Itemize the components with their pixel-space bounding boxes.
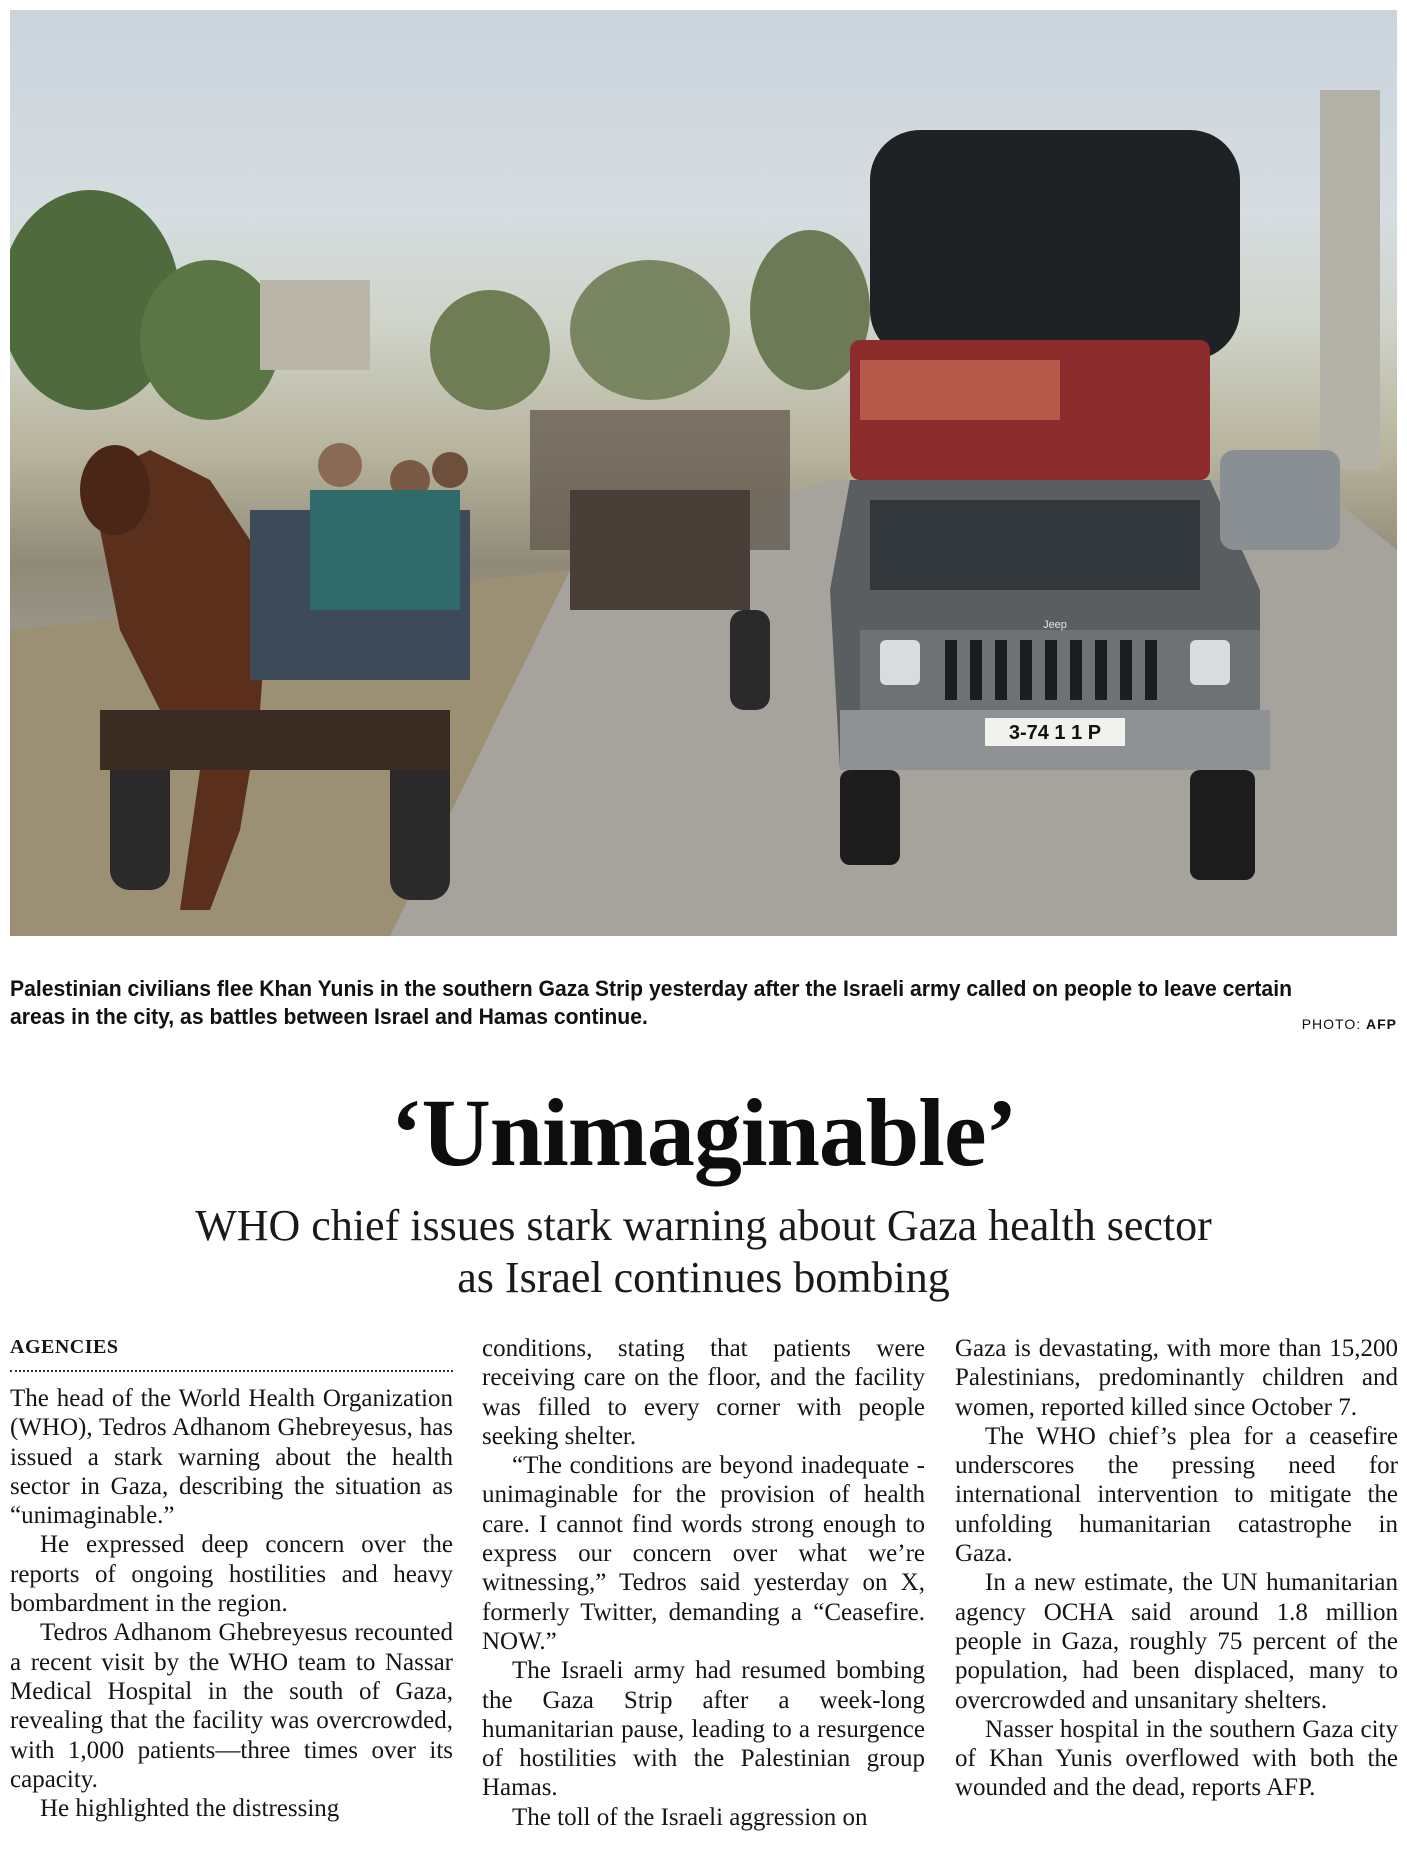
paragraph: In a new estimate, the UN humanitarian agency OCHA said around 1.8 million people in Gaza, roughly 75 percent of the population, had been displaced, many to overcrowded and unsanitary shelters. <box>955 1569 1398 1714</box>
credit-source: AFP <box>1366 1016 1397 1032</box>
article-column-1 <box>10 1334 453 1823</box>
paragraph: He highlighted the distressing <box>40 1795 340 1823</box>
article-column-2 <box>482 1334 925 1832</box>
paragraph: conditions, stating that patients were receiving care on the floor, and the facility was filled to every corner with people seeking shelter. <box>482 1335 925 1450</box>
headline: ‘Unimaginable’ <box>390 1079 1017 1186</box>
deck <box>60 1200 1347 1304</box>
byline: AGENCIES <box>10 1334 453 1372</box>
photo-credit <box>1302 1016 1397 1032</box>
news-photo <box>10 10 1397 936</box>
article-column-3 <box>955 1334 1398 1803</box>
paragraph: Gaza is devastating, with more than 15,200 Palestinians, predominantly children and women, reported killed since October 7. <box>955 1335 1398 1421</box>
paragraph: The WHO chief’s plea for a ceasefire underscores the pressing need for international intervention to mitigate the unfolding humanitarian catastrophe in Gaza. <box>955 1422 1398 1568</box>
grille-badge: Jeep <box>1043 619 1067 631</box>
license-plate: 3-74 1 1 P <box>1008 722 1102 744</box>
paragraph: The Israeli army had resumed bombing the Gaza Strip after a week-long humanitarian pause, leading to a resurgence of hostilities with the Palestinian group Hamas. <box>482 1657 925 1802</box>
deck-line-2: as Israel continues bombing <box>457 1253 950 1302</box>
photo-illustration <box>10 10 1397 936</box>
photo-caption: Palestinian civilians flee Khan Yunis in the southern Gaza Strip yesterday after the Israeli army called on people to leave certain areas in the city, as battles between Israel and Hamas continue. <box>10 976 1292 1029</box>
paragraph: “The conditions are beyond inadequate - unimaginable for the provision of health care. I cannot find words strong enough to express our concern over what we’re witnessing,” Tedros said yesterday on X, formerly Twitter, demanding a “Ceasefire. NOW.” <box>482 1452 925 1655</box>
paragraph: Tedros Adhanom Ghebreyesus recounted a recent visit by the WHO team to Nassar Medical Hospital in the south of Gaza, revealing that the facility was overcrowded, with 1,000 patients—three times over its capacity. <box>10 1619 453 1793</box>
credit-label: PHOTO: <box>1301 1016 1362 1032</box>
paragraph: He expressed deep concern over the reports of ongoing hostilities and heavy bombardment in the region. <box>10 1531 453 1618</box>
paragraph: Nasser hospital in the southern Gaza city of Khan Yunis overflowed with both the wounded and the dead, reports AFP. <box>955 1715 1398 1802</box>
deck-line-1: WHO chief issues stark warning about Gaza health sector <box>195 1201 1212 1250</box>
paragraph: The head of the World Health Organization (WHO), Tedros Adhanom Ghebreyesus, has issued a stark warning about the health sector in Gaza, describing the situation as “unimaginable.” <box>10 1385 453 1530</box>
paragraph: The toll of the Israeli aggression on <box>512 1803 868 1831</box>
